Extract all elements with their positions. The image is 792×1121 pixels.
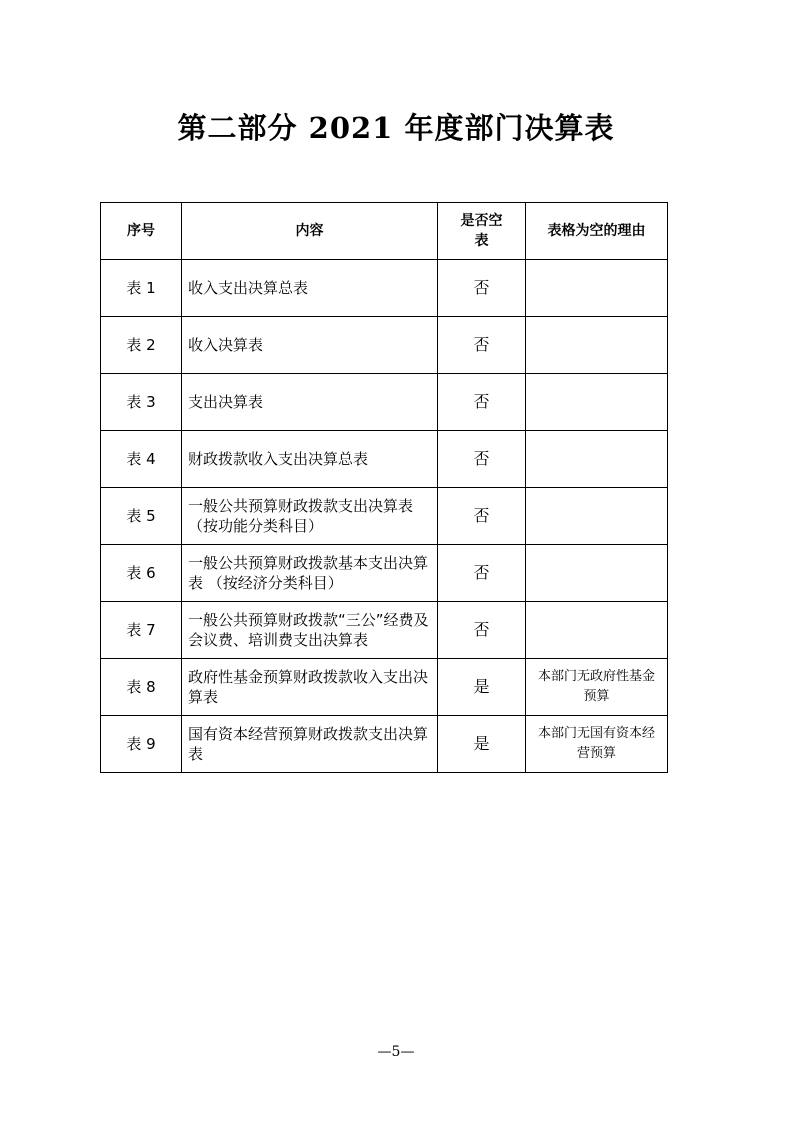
row-is-empty: 否 <box>438 431 526 488</box>
page-title: 第二部分 2021 年度部门决算表 <box>177 111 615 145</box>
row-is-empty: 否 <box>438 260 526 317</box>
row-content: 国有资本经营预算财政拨款支出决算表 <box>182 716 438 773</box>
row-reason <box>526 260 668 317</box>
page-number: —5— <box>377 1044 415 1060</box>
row-seq: 表 4 <box>101 431 182 488</box>
row-content: 财政拨款收入支出决算总表 <box>182 431 438 488</box>
header-content: 内容 <box>182 203 438 260</box>
table-row <box>101 659 668 716</box>
header-reason: 表格为空的理由 <box>526 203 668 260</box>
budget-tables-index <box>100 202 668 773</box>
row-seq: 表 3 <box>101 374 182 431</box>
row-reason <box>526 431 668 488</box>
row-is-empty: 否 <box>438 374 526 431</box>
row-content: 一般公共预算财政拨款支出决算表（按功能分类科目） <box>182 488 438 545</box>
row-content: 收入决算表 <box>182 317 438 374</box>
row-seq: 表 7 <box>101 602 182 659</box>
table-row <box>101 545 668 602</box>
table-row <box>101 374 668 431</box>
row-reason: 本部门无政府性基金预算 <box>526 659 668 716</box>
row-content: 收入支出决算总表 <box>182 260 438 317</box>
row-seq: 表 5 <box>101 488 182 545</box>
row-content: 支出决算表 <box>182 374 438 431</box>
row-seq: 表 6 <box>101 545 182 602</box>
row-is-empty: 是 <box>438 659 526 716</box>
row-is-empty: 否 <box>438 488 526 545</box>
row-content: 一般公共预算财政拨款“三公”经费及会议费、培训费支出决算表 <box>182 602 438 659</box>
row-reason <box>526 488 668 545</box>
row-is-empty: 否 <box>438 317 526 374</box>
table-row <box>101 317 668 374</box>
row-content: 一般公共预算财政拨款基本支出决算表 （按经济分类科目） <box>182 545 438 602</box>
header-seq: 序号 <box>101 203 182 260</box>
row-reason <box>526 374 668 431</box>
row-seq: 表 8 <box>101 659 182 716</box>
row-reason <box>526 545 668 602</box>
row-reason <box>526 317 668 374</box>
row-is-empty: 否 <box>438 602 526 659</box>
table-row <box>101 602 668 659</box>
row-seq: 表 2 <box>101 317 182 374</box>
table-header-row <box>101 203 668 260</box>
row-reason <box>526 602 668 659</box>
table-row <box>101 716 668 773</box>
row-seq: 表 9 <box>101 716 182 773</box>
row-content: 政府性基金预算财政拨款收入支出决算表 <box>182 659 438 716</box>
row-is-empty: 是 <box>438 716 526 773</box>
table-row <box>101 431 668 488</box>
row-is-empty: 否 <box>438 545 526 602</box>
row-reason: 本部门无国有资本经营预算 <box>526 716 668 773</box>
table-row <box>101 488 668 545</box>
table-row <box>101 260 668 317</box>
header-is-empty: 是否空表 <box>438 203 526 260</box>
row-seq: 表 1 <box>101 260 182 317</box>
